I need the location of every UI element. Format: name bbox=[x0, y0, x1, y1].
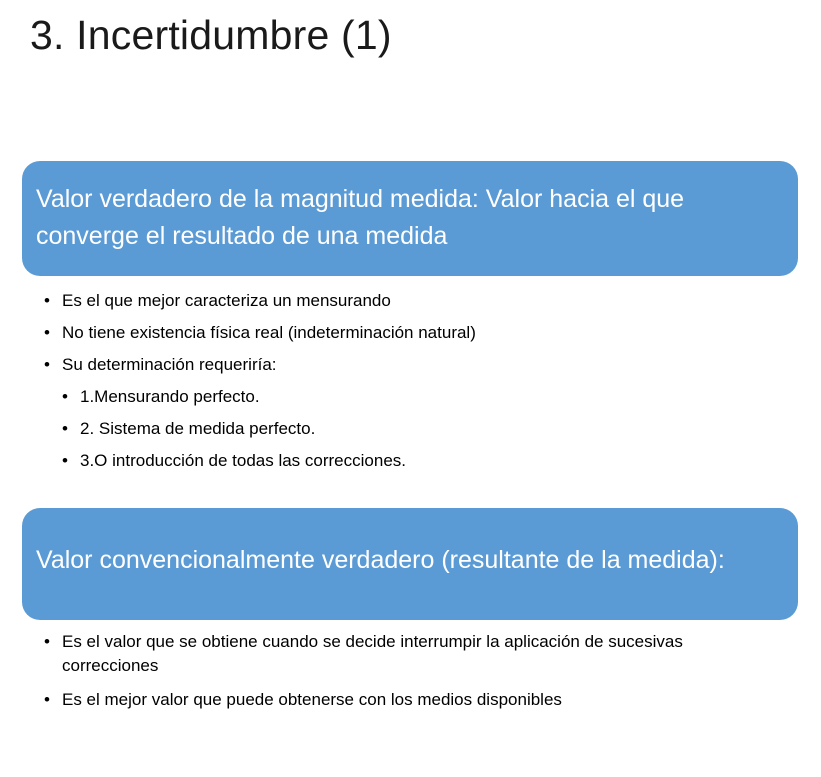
bullet-item: • Es el mejor valor que puede obtenerse con los medios disponibles bbox=[44, 688, 764, 712]
bullet-item: • Es el valor que se obtiene cuando se decide interrumpir la aplicación de sucesivas correcciones bbox=[44, 630, 764, 678]
definition-box-true-value: Valor verdadero de la magnitud medida: Valor hacia el que converge el resultado de una medida bbox=[22, 161, 798, 276]
definition-box-conventional-value: Valor convencionalmente verdadero (resultante de la medida): bbox=[22, 508, 798, 620]
bullet-item: • Es el que mejor caracteriza un mensurando bbox=[44, 285, 476, 317]
slide-title: 3. Incertidumbre (1) bbox=[30, 12, 392, 58]
sub-bullet-item: • 3.O introducción de todas las correcciones. bbox=[62, 445, 476, 477]
sub-bullet-item: • 2. Sistema de medida perfecto. bbox=[62, 413, 476, 445]
bullet-list-true-value bbox=[44, 285, 476, 477]
bullet-item: • No tiene existencia física real (indeterminación natural) bbox=[44, 317, 476, 349]
sub-bullet-item: • 1.Mensurando perfecto. bbox=[62, 381, 476, 413]
bullet-list-conventional-value bbox=[44, 630, 764, 722]
bullet-item: • Su determinación requeriría: bbox=[44, 349, 476, 381]
